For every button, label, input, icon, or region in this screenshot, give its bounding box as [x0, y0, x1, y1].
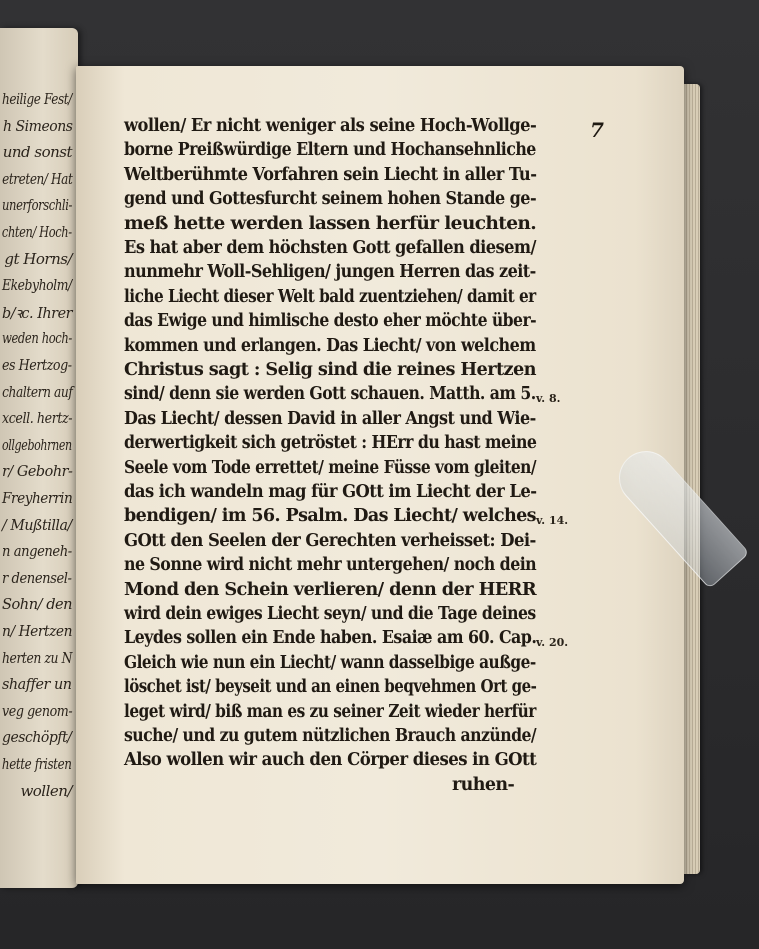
text-line: Gleich wie nun ein Liecht/ wann dasselbige außge-	[124, 652, 536, 673]
facing-page-line: weden hoch-	[2, 329, 72, 348]
text-line: Also wollen wir auch den Cörper dieses in GOtt	[124, 750, 537, 771]
facing-page-line: veg genom-	[1, 701, 72, 720]
text-line: das ich wandeln mag für GOtt im Liecht der Le-	[124, 482, 537, 502]
facing-page-line: Freyherrin	[1, 489, 72, 507]
text-line: Das Liecht/ dessen David in aller Angst und Wie-	[124, 408, 536, 429]
facing-page-line: hette fristen	[2, 755, 72, 773]
page-edges	[684, 84, 700, 874]
text-line: Es hat aber dem höchsten Gott gefallen diesem/	[124, 238, 536, 258]
facing-page-line: shaffer un	[2, 675, 72, 694]
text-line: sind/ denn sie werden Gott schauen. Matth. am 5.	[124, 384, 536, 405]
facing-page-line: wollen/	[20, 781, 72, 800]
facing-page-line: n angeneh-	[2, 542, 72, 561]
text-line: wird dein ewiges Liecht seyn/ und die Tage deines	[124, 604, 536, 624]
facing-page-line: r denensel-	[2, 568, 72, 587]
facing-page-line: gt Horns/	[4, 249, 72, 268]
facing-page-line: es Hertzog-	[2, 356, 72, 374]
facing-page-line: r/ Gebohr-	[1, 462, 72, 481]
facing-page-line: etreten/ Hat	[1, 169, 72, 188]
text-line: leget wird/ biß man es zu seiner Zeit wieder herfür	[124, 701, 536, 722]
text-line: gend und Gottesfurcht seinem hohen Stande ge-	[124, 189, 537, 210]
margin-note: v. 14.	[536, 514, 569, 528]
text-line: GOtt den Seelen der Gerechten verheisset: Dei-	[124, 530, 536, 551]
facing-page-line: h Simeons	[2, 116, 72, 135]
text-line: liche Liecht dieser Welt bald zuentziehen/ damit er	[124, 286, 536, 307]
facing-page-line: herten zu N	[2, 648, 72, 667]
facing-page-line: xcell. hertz-	[1, 409, 72, 428]
margin-note: v. 8.	[536, 392, 561, 406]
facing-page-line: ollgebohrnen	[2, 435, 72, 454]
margin-note: v. 20.	[536, 636, 569, 650]
facing-page-line: chten/ Hoch-	[2, 223, 72, 241]
text-line: suche/ und zu gutem nützlichen Brauch anzünde/	[124, 726, 537, 746]
facing-page-line: chaltern auf	[1, 382, 72, 401]
facing-page-line: Ekebyholm/	[2, 276, 72, 295]
text-line: kommen und erlangen. Das Liecht/ von welchem	[124, 335, 536, 356]
page-number: 7	[590, 118, 604, 142]
facing-page-line: b/ꝛc. Ihrer	[1, 303, 72, 322]
text-line: Mond den Schein verlieren/ denn der HERR	[124, 579, 536, 600]
facing-page-line: heilige Fest/	[2, 90, 72, 108]
text-line: Weltberühmte Vorfahren sein Liecht in aller Tu-	[124, 164, 537, 185]
facing-page-line: n/ Hertzen	[1, 622, 72, 640]
text-line: ruhen-	[452, 774, 515, 795]
facing-page-line: und sonst	[2, 143, 72, 162]
text-line: Leydes sollen ein Ende haben. Esaiæ am 60. Cap.	[124, 628, 537, 649]
text-line: derwertigkeit sich getröstet : HErr du hast meine	[124, 433, 537, 454]
facing-page-line: unerforschli-	[1, 196, 72, 215]
text-line: Christus sagt : Selig sind die reines Hertzen	[124, 360, 536, 380]
text-line: borne Preißwürdige Eltern und Hochansehnliche	[124, 140, 536, 161]
text-line: ne Sonne wird nicht mehr untergehen/ noch dein	[124, 555, 537, 576]
text-line: meß hette werden lassen herfür leuchten.	[124, 213, 537, 234]
facing-page-line: geschöpft/	[2, 728, 72, 747]
facing-page	[0, 28, 78, 888]
facing-page-line: / Mußtilla/	[2, 515, 72, 534]
text-line: bendigen/ im 56. Psalm. Das Liecht/ welches	[124, 506, 536, 527]
text-line: Seele vom Tode errettet/ meine Füsse vom gleiten/	[124, 457, 537, 478]
text-line: das Ewige und himlische desto eher möchte über-	[124, 311, 537, 332]
facing-page-line: Sohn/ den	[1, 595, 72, 614]
text-line: löschet ist/ beyseit und an einen beqvehmen Ort ge-	[124, 677, 537, 698]
text-line: nunmehr Woll-Sehligen/ jungen Herren das zeit-	[124, 262, 536, 283]
text-line: wollen/ Er nicht weniger als seine Hoch-Wollge-	[124, 116, 537, 136]
